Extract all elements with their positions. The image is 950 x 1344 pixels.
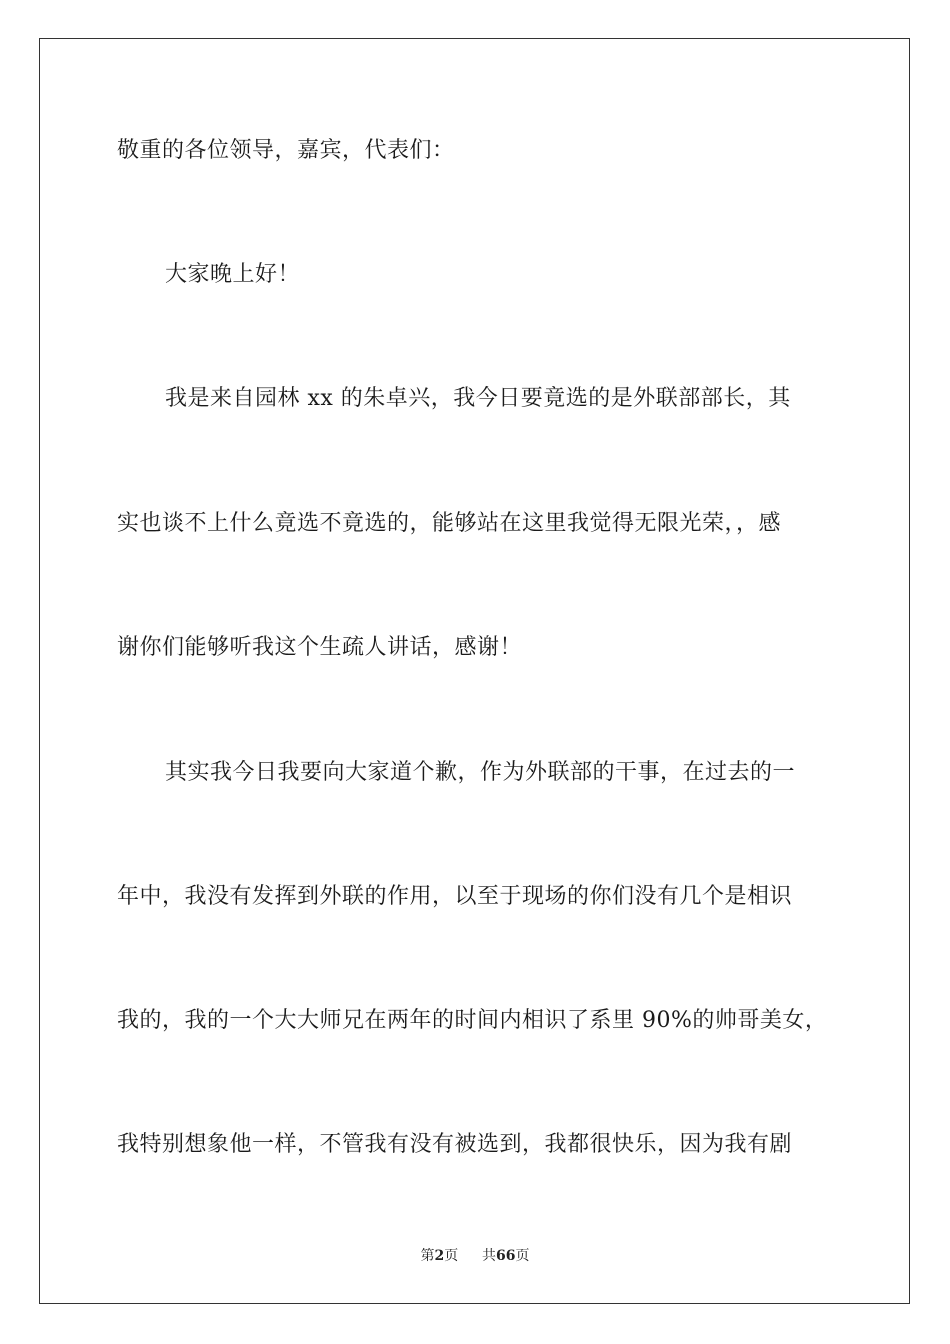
- total-pages: 66: [496, 1248, 516, 1264]
- page-indicator: 第2页: [420, 1248, 459, 1264]
- page-frame: [39, 38, 910, 1304]
- paragraph-2-line-4: 我特别想象他一样，不管我有没有被选到，我都很快乐，因为我有剧: [117, 1132, 793, 1157]
- paragraph-2-line-3: 我的，我的一个大大师兄在两年的时间内相识了系里 90%的帅哥美女，: [117, 1008, 828, 1033]
- greeting-line: 大家晚上好！: [165, 262, 301, 287]
- total-pages-indicator: 共66页: [482, 1248, 530, 1264]
- page-number: 2: [434, 1248, 445, 1264]
- paragraph-1-line-3: 谢你们能够听我这个生疏人讲话，感谢！: [117, 635, 523, 660]
- page-footer: [0, 1247, 950, 1265]
- paragraph-2-line-1: 其实我今日我要向大家道个歉，作为外联部的干事，在过去的一: [165, 760, 796, 785]
- salutation-line: 敬重的各位领导，嘉宾，代表们：: [117, 138, 455, 163]
- paragraph-1-line-1: 我是来自园林 xx 的朱卓兴，我今日要竟选的是外联部部长，其: [165, 386, 791, 411]
- paragraph-2-line-2: 年中，我没有发挥到外联的作用，以至于现场的你们没有几个是相识: [117, 884, 793, 909]
- paragraph-1-line-2: 实也谈不上什么竟选不竟选的，能够站在这里我觉得无限光荣，，感: [117, 511, 782, 536]
